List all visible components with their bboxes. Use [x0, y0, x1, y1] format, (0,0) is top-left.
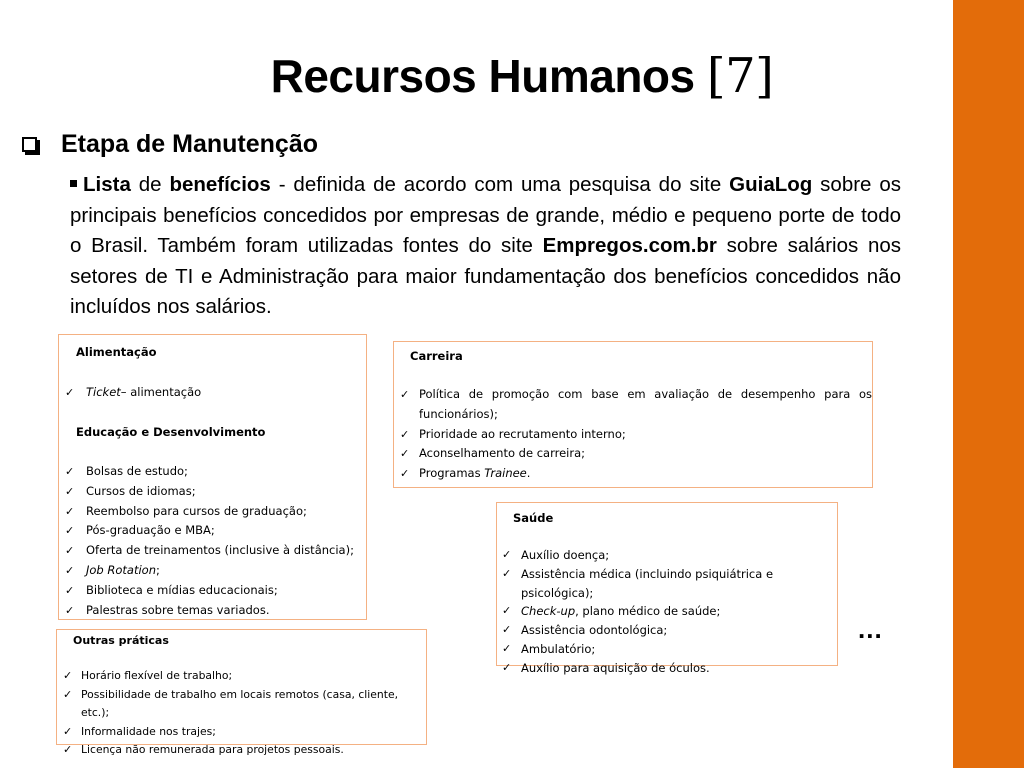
list-item: [400, 464, 872, 484]
list-item: [400, 444, 872, 464]
list-item: [65, 482, 365, 502]
title-number: [7]: [706, 48, 774, 104]
check-icon: ✓: [63, 743, 73, 756]
list-item-text: Biblioteca e mídias educacionais;: [86, 582, 278, 597]
list-item-text: [400, 464, 872, 484]
educacao-title: Educação e Desenvolvimento: [76, 425, 266, 439]
outras-box: [56, 629, 427, 756]
check-icon: ✓: [65, 465, 75, 478]
alimentacao-title: Alimentação: [76, 345, 157, 359]
list-item-text: Auxílio doença;: [521, 548, 610, 562]
list-item-text: Licença não remunerada para projetos pessoais.: [81, 743, 344, 756]
guialog-word: GuiaLog: [729, 173, 813, 196]
saude-list: [502, 546, 837, 678]
list-item-rest: .: [526, 466, 531, 481]
list-item-text: Pós-graduação e MBA;: [86, 523, 215, 538]
list-item-text: Palestras sobre temas variados.: [86, 602, 270, 617]
list-item: [400, 385, 872, 425]
list-item-text: Bolsas de estudo;: [86, 464, 188, 478]
check-icon: ✓: [65, 583, 75, 597]
list-item: [65, 581, 365, 601]
list-item: [502, 640, 837, 659]
check-icon: ✓: [502, 548, 512, 561]
check-icon: ✓: [502, 566, 512, 580]
check-icon: ✓: [65, 524, 75, 538]
list-item: [502, 565, 837, 603]
paragraph-text-2: sobre os principais benefícios concedidos por empresas de grande, médio e pequeno porte de todo o Brasil. Também foram utilizadas fontes do site: [70, 173, 901, 257]
check-icon: ✓: [65, 544, 75, 558]
check-icon: ✓: [400, 427, 410, 441]
list-item: [502, 546, 837, 565]
check-icon: ✓: [65, 504, 75, 518]
description-paragraph: [70, 170, 901, 323]
list-item: [65, 462, 365, 482]
ellipsis: ...: [858, 614, 883, 644]
check-icon: ✓: [400, 447, 410, 461]
list-item: [63, 686, 425, 723]
list-item-text: [502, 602, 837, 621]
check-icon: ✓: [400, 388, 410, 401]
list-item: [65, 383, 365, 403]
list-item: [65, 502, 365, 522]
beneficios-word: benefícios: [169, 173, 271, 196]
list-item-text: Política de promoção com base em avaliação de desempenho para os funcionários);: [419, 387, 872, 421]
list-item-text: Horário flexível de trabalho;: [81, 669, 233, 682]
list-item: [502, 602, 837, 621]
carreira-title: Carreira: [410, 349, 463, 363]
check-icon: ✓: [502, 641, 512, 655]
saude-title: Saúde: [513, 511, 554, 525]
square-bullet-icon: [70, 180, 77, 187]
list-item: [400, 425, 872, 445]
slide-title: [0, 48, 1024, 104]
list-item-italic: Check-up: [521, 604, 576, 619]
educacao-list: [65, 462, 365, 620]
check-icon: ✓: [502, 660, 512, 674]
check-icon: ✓: [502, 623, 512, 637]
check-icon: ✓: [502, 604, 512, 618]
list-item: [502, 621, 837, 640]
list-item: [63, 667, 425, 686]
de-word: de: [130, 173, 170, 196]
carreira-box: [393, 341, 873, 488]
saude-box: [496, 502, 838, 675]
beneficios-box: [58, 334, 367, 620]
paragraph-text-1: - definida de acordo com uma pesquisa do site: [270, 173, 730, 196]
orange-side-bar: [953, 0, 1024, 768]
outras-list: [63, 667, 425, 760]
list-item: [63, 723, 425, 742]
list-item-prefix: Programas: [419, 466, 485, 481]
check-icon: ✓: [63, 669, 73, 682]
list-item-text: Ambulatório;: [521, 641, 596, 656]
outras-title: Outras práticas: [73, 634, 169, 647]
list-item-italic: Job Rotation: [86, 562, 156, 577]
list-item-text: [65, 383, 365, 403]
check-icon: ✓: [63, 687, 73, 701]
list-item-text: Aconselhamento de carreira;: [419, 446, 585, 461]
section-heading-label: Etapa de Manutenção: [61, 130, 318, 158]
check-icon: ✓: [400, 467, 410, 481]
list-item-text: Auxílio para aquisição de óculos.: [521, 660, 710, 675]
list-item-italic: Trainee: [484, 466, 527, 481]
empregos-word: Empregos.com.br: [542, 234, 717, 257]
list-item-text: Oferta de treinamentos (inclusive à distância);: [86, 543, 354, 558]
list-item-rest: ;: [156, 562, 160, 577]
alimentacao-list: [65, 383, 365, 403]
list-item: [65, 561, 365, 581]
list-item-text: [65, 561, 365, 581]
check-icon: ✓: [65, 563, 75, 577]
carreira-list: [400, 385, 872, 484]
check-icon: ✓: [65, 386, 75, 399]
list-item-text: Possibilidade de trabalho em locais remotos (casa, cliente, etc.);: [81, 687, 399, 719]
list-item: [63, 741, 425, 760]
checkbox-bullet-icon: [22, 137, 37, 152]
check-icon: ✓: [65, 603, 75, 617]
list-item-text: Reembolso para cursos de graduação;: [86, 503, 307, 518]
list-item-text: Cursos de idiomas;: [86, 483, 196, 498]
list-item: [502, 659, 837, 678]
list-item-rest: – alimentação: [120, 385, 202, 399]
list-item-text: Prioridade ao recrutamento interno;: [419, 426, 626, 441]
paragraph-text-3: sobre salários nos setores de TI e Administração para maior fundamentação dos benefícios concedidos não incluídos nos salários.: [70, 234, 901, 318]
lista-word: Lista: [83, 173, 131, 196]
list-item-italic: Ticket: [86, 385, 121, 399]
check-icon: ✓: [65, 484, 75, 498]
list-item-text: Informalidade nos trajes;: [81, 724, 216, 738]
check-icon: ✓: [63, 724, 73, 738]
list-item: [65, 521, 365, 541]
list-item: [65, 601, 365, 621]
title-text: Recursos Humanos: [270, 50, 695, 102]
list-item: [65, 541, 365, 561]
list-item-text: Assistência médica (incluindo psiquiátrica e psicológica);: [521, 566, 774, 600]
list-item-text: Assistência odontológica;: [521, 623, 668, 638]
section-heading: [22, 130, 318, 159]
list-item-rest: , plano médico de saúde;: [575, 604, 721, 619]
